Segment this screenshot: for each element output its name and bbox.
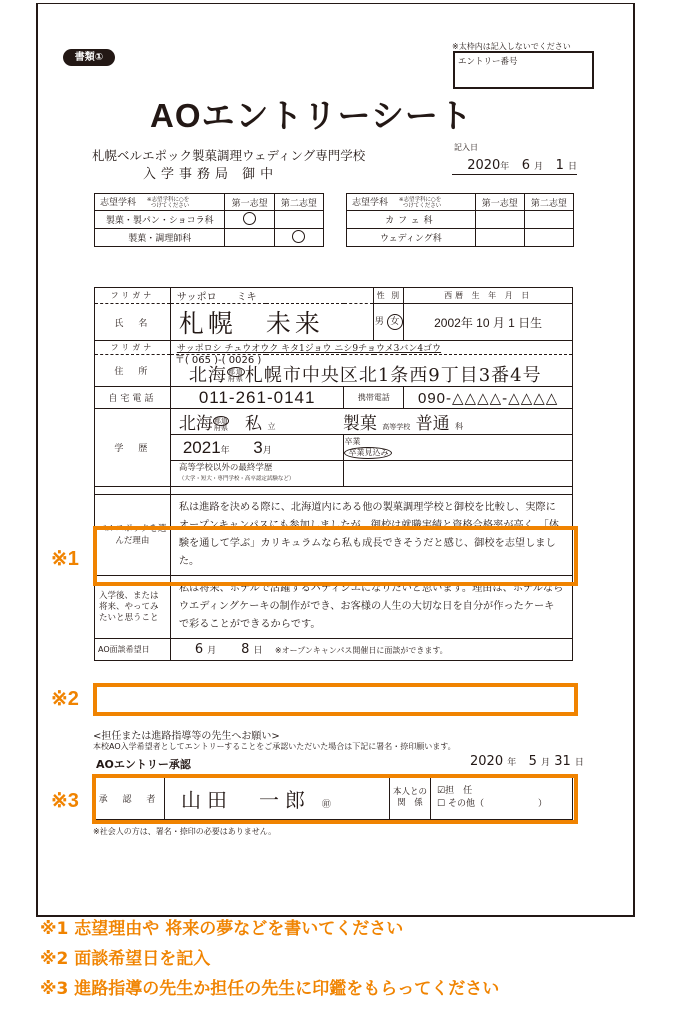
- entry-number-box: [453, 51, 594, 89]
- option-other[interactable]: ☐ その他（ ）: [437, 799, 547, 809]
- office-addressee: 入学事務局 御中: [143, 167, 279, 182]
- request-text: 本校AO入学希望者としてエントリーすることをご承認いただいた場合は下記に署名・捺印願います。: [93, 742, 456, 751]
- first-choice-cell[interactable]: [475, 211, 524, 229]
- first-choice-cell[interactable]: [475, 229, 524, 247]
- annotation-mark-3: ※3: [51, 790, 79, 812]
- circle-mark-icon: [292, 230, 305, 243]
- home-phone-label: 自宅電話: [95, 387, 171, 409]
- checkbox-checked-icon[interactable]: ☑: [437, 786, 446, 796]
- dept-name: 製菓・製パン・ショコラ科: [95, 211, 225, 229]
- name-furigana-field[interactable]: サッポロ ミキ: [170, 288, 374, 304]
- address-furigana-label: フリガナ: [95, 341, 171, 355]
- high-school-field[interactable]: 北海都道 府県 私 立 製菓 高等学校 普通 科: [170, 409, 572, 435]
- home-phone-field[interactable]: 011-261-0141: [170, 387, 344, 409]
- relation-label: 本人との 関 係: [390, 777, 431, 820]
- future-field[interactable]: 私は将来、ホテルで活躍するパティシエになりたいと思います。理由は、ホテルならウエディングケーキの制作ができ、お客様の人生の大切な日を自分が作ったケーキで彩ることができるからです。: [170, 576, 572, 639]
- first-choice-cell[interactable]: [225, 211, 274, 229]
- first-choice-header: 第一志望: [475, 194, 524, 211]
- dept-name: カフェ科: [347, 211, 476, 229]
- annotation-note-1: ※1 志望理由や 将来の夢などを書いてください: [40, 919, 404, 939]
- address-furigana-field[interactable]: サッポロシ チュウオウク キタ1ジョウ ニシ9チョウメ3バン4ゴウ: [170, 341, 572, 355]
- circle-mark-icon: [243, 212, 256, 225]
- approval-table: [95, 776, 573, 820]
- mobile-label: 携帯電話: [344, 387, 404, 409]
- address-field[interactable]: 〒( 065 )-( 0026 ) 北海都道 府県札幌市中央区北1条西9丁目3番4号: [170, 355, 572, 387]
- second-choice-cell[interactable]: [274, 229, 323, 247]
- dept-row: [347, 211, 574, 229]
- name-label: 氏 名: [95, 304, 171, 341]
- approval-title: AOエントリー承認: [96, 758, 191, 771]
- request-heading: <担任または進路指導等の先生へお願い>: [93, 731, 280, 742]
- second-choice-cell[interactable]: [524, 211, 573, 229]
- dept-row: [95, 211, 324, 229]
- expected-graduation-circled: 卒業見込み: [344, 447, 392, 459]
- fill-date-field[interactable]: 2020年 6 月 1 日: [452, 158, 577, 175]
- applicant-table: [94, 287, 573, 661]
- other-education-field[interactable]: [344, 461, 573, 487]
- no-fill-note: ※太枠内は記入しないでください: [452, 42, 571, 51]
- reason-field[interactable]: 私は進路を決める際に、北海道内にある他の製菓調理学校と御校を比較し、実際にオープンキャンパスにも参加しましたが、御校は就職実績と資格合格率が高く、「体験を通して学ぶ」カリキュラムなら私も成長できそうだと感じ、御校を志望しました。: [170, 495, 572, 576]
- approval-footnote: ※社会人の方は、署名・捺印の必要はありません。: [93, 827, 277, 836]
- education-label: 学 歴: [95, 409, 171, 487]
- dept-row: [95, 229, 324, 247]
- second-choice-cell[interactable]: [524, 229, 573, 247]
- relation-field: [431, 777, 573, 820]
- interview-label: AO面談希望日: [95, 639, 171, 661]
- other-education-label: 高等学校以外の最終学歴 （大学・短大・専門学校・高卒認定試験など）: [170, 461, 344, 487]
- school-name: 札幌ベルエポック製菓調理ウェディング専門学校: [92, 148, 366, 163]
- dept-header-cell: 志望学科 ※志望学科に○を つけてください: [95, 194, 225, 211]
- reason-label: ベルエポックを選んだ理由: [95, 495, 171, 576]
- address-label: 住 所: [95, 355, 171, 387]
- birth-label: 西暦 生 年 月 日: [404, 288, 573, 304]
- annotation-mark-1: ※1: [51, 548, 79, 570]
- page-title: AOエントリーシート: [150, 97, 473, 134]
- mobile-field[interactable]: 090-△△△△-△△△△: [404, 387, 573, 409]
- second-choice-header: 第二志望: [524, 194, 573, 211]
- dept-name: ウェディング科: [347, 229, 476, 247]
- first-choice-header: 第一志望: [225, 194, 274, 211]
- seal-icon: ㊞: [321, 799, 331, 810]
- checkbox-empty-icon[interactable]: ☐: [437, 799, 446, 809]
- name-field[interactable]: 札幌 未来: [170, 304, 374, 341]
- graduation-date-field[interactable]: 2021年 3月: [170, 435, 344, 461]
- interview-note: ※オープンキャンパス開催日に面談ができます。: [274, 646, 448, 655]
- dept-name: 製菓・調理師科: [95, 229, 225, 247]
- department-table-right: [346, 193, 574, 247]
- approver-name-field[interactable]: 山田 一郎 ㊞: [165, 777, 390, 820]
- approval-date[interactable]: 2020 年 5 月 31 日: [470, 754, 584, 769]
- birth-date-field[interactable]: 2002年 10 月 1 日生: [404, 304, 573, 341]
- second-choice-cell[interactable]: [274, 211, 323, 229]
- option-homeroom[interactable]: ☑担 任: [437, 786, 473, 796]
- dept-header-cell: 志望学科 ※志望学科に○を つけてください: [347, 194, 476, 211]
- gender-female-circled: 女: [387, 314, 403, 330]
- document-badge: 書類①: [63, 49, 115, 66]
- graduation-status-field[interactable]: 卒業 卒業見込み: [344, 435, 573, 461]
- interview-date-field[interactable]: 6 月 8 日 ※オープンキャンパス開催日に面談ができます。: [170, 639, 572, 661]
- future-label: 入学後、または将来、やってみたいと思うこと: [95, 576, 171, 639]
- annotation-mark-2: ※2: [51, 688, 79, 710]
- entry-number-label: エントリー番号: [458, 57, 518, 67]
- fill-date-label: 記入日: [454, 143, 478, 152]
- annotation-note-3: ※3 進路指導の先生か担任の先生に印鑑をもらってください: [40, 979, 500, 999]
- dept-row: [347, 229, 574, 247]
- gender-label: 性 別: [374, 288, 404, 304]
- furigana-label: フリガナ: [95, 288, 171, 304]
- postal-code: 〒( 065 )-( 0026 ): [174, 354, 262, 366]
- first-choice-cell[interactable]: [225, 229, 274, 247]
- annotation-note-2: ※2 面談希望日を記入: [40, 949, 211, 969]
- gender-field[interactable]: 男 女: [374, 304, 404, 341]
- department-table-left: [94, 193, 324, 247]
- approver-label: 承 認 者: [96, 777, 165, 820]
- second-choice-header: 第二志望: [274, 194, 323, 211]
